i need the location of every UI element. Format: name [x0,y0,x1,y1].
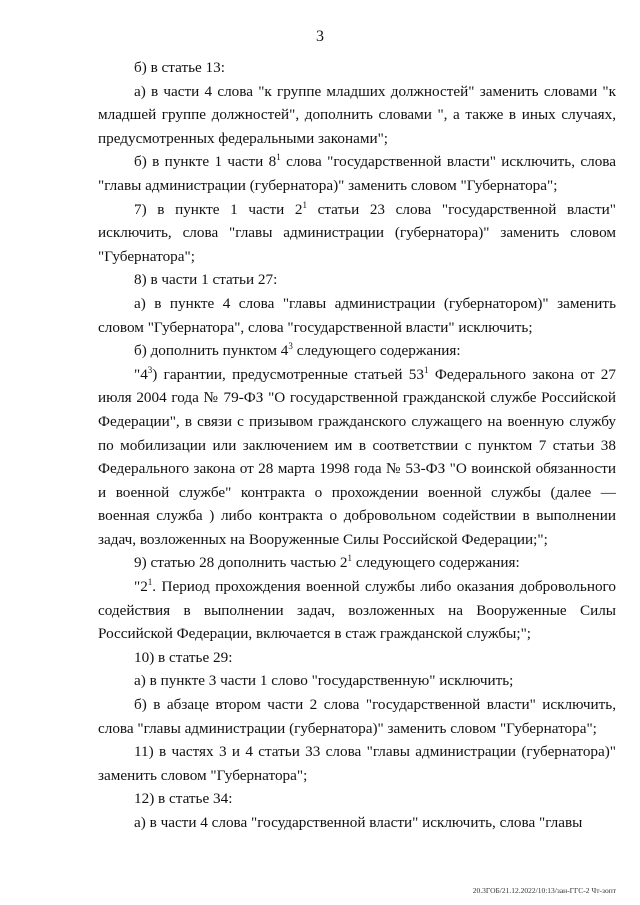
paragraph-text: статьи 23 слова "государственной власти" исключить, слова "главы администрации (губернатора)" заменить словом "Губернатора"; [98,200,616,265]
paragraph [98,339,616,363]
paragraph-text: Федерального закона от 27 июля 2004 года № 79-ФЗ "О государственной гражданской службе Российской Федерации", в связи с призывом гражданского служащего на военную службу по мобилизации или заключением им в соответствии с пунктом 7 статьи 38 Федерального закона от 28 марта 1998 года № 53-ФЗ "О воинской обязанности и военной службе" контракта о прохождении военной службы (далее — военная служба ) либо контракта о добровольном содействии в выполнении задач, возложенных на Вооруженные Силы Российской Федерации;"; [98,365,616,548]
paragraph-text: следующего содержания: [352,554,520,572]
paragraph: б) в статье 13: [134,59,225,76]
superscript: 1 [302,199,307,210]
page-number: 3 [316,28,324,45]
paragraph: а) в пункте 3 части 1 слово "государственную" исключить; [134,672,514,690]
paragraph [98,363,616,552]
paragraph: б) в абзаце втором части 2 слова "государственной власти" исключить, слова "главы администрации (губернатора)" заменить словом "Губернатора"; [98,696,616,737]
paragraph: 10) в статье 29: [134,648,233,666]
paragraph-text: 7) в пункте 1 части 2 [134,200,303,218]
paragraph: а) в части 4 слова "государственной власти" исключить, слова "главы [134,814,583,831]
document-body [98,56,616,835]
footer-document-code: 20.3ГОБ/21.12.2022/10:13/зан-ГГС-2 Чт-зопт [472,886,616,895]
paragraph: а) в пункте 4 слова "главы администрации (губернатором)" заменить словом "Губернатора", слова "государственной власти" исключить; [98,294,616,336]
paragraph-text: . Период прохождения военной службы либо оказания добровольного содействия в выполнении задач, возложенных на Вооруженные Силы Российской Федерации, включается в стаж гражданской службы;"; [98,578,616,643]
superscript: 3 [147,364,153,375]
paragraph-text: следующего содержания: [292,342,461,360]
paragraph: 12) в статье 34: [134,790,233,808]
paragraph [98,198,616,269]
superscript: 1 [347,553,353,564]
paragraph-text: ) гарантии, предусмотренные статьей 53 [152,365,424,383]
paragraph-text: 9) статью 28 дополнить частью 2 [134,554,348,572]
paragraph-text: "2 [134,578,148,596]
superscript: 3 [288,341,293,352]
paragraph [98,551,616,575]
paragraph: а) в части 4 слова "к группе младших должностей" заменить словами "к младшей группе должностей", дополнить словами ", а также в иных случаях, предусмотренных федеральными законами"; [98,82,616,147]
superscript: 1 [424,364,429,375]
paragraph: 8) в части 1 статьи 27: [134,271,278,289]
superscript: 1 [147,577,153,588]
paragraph [98,575,616,646]
superscript: 1 [276,152,281,163]
paragraph [98,150,616,197]
paragraph-text: б) в пункте 1 части 8 [134,153,277,171]
paragraph-text: слова "государственной власти" исключить, слова "главы администрации (губернатора)" заменить словом "Губернатора"; [98,153,616,194]
paragraph: 11) в частях 3 и 4 статьи 33 слова "главы администрации (губернатора)" заменить словом "Губернатора"; [98,743,616,784]
paragraph-text: "4 [134,365,148,383]
paragraph-text: б) дополнить пунктом 4 [134,342,289,360]
